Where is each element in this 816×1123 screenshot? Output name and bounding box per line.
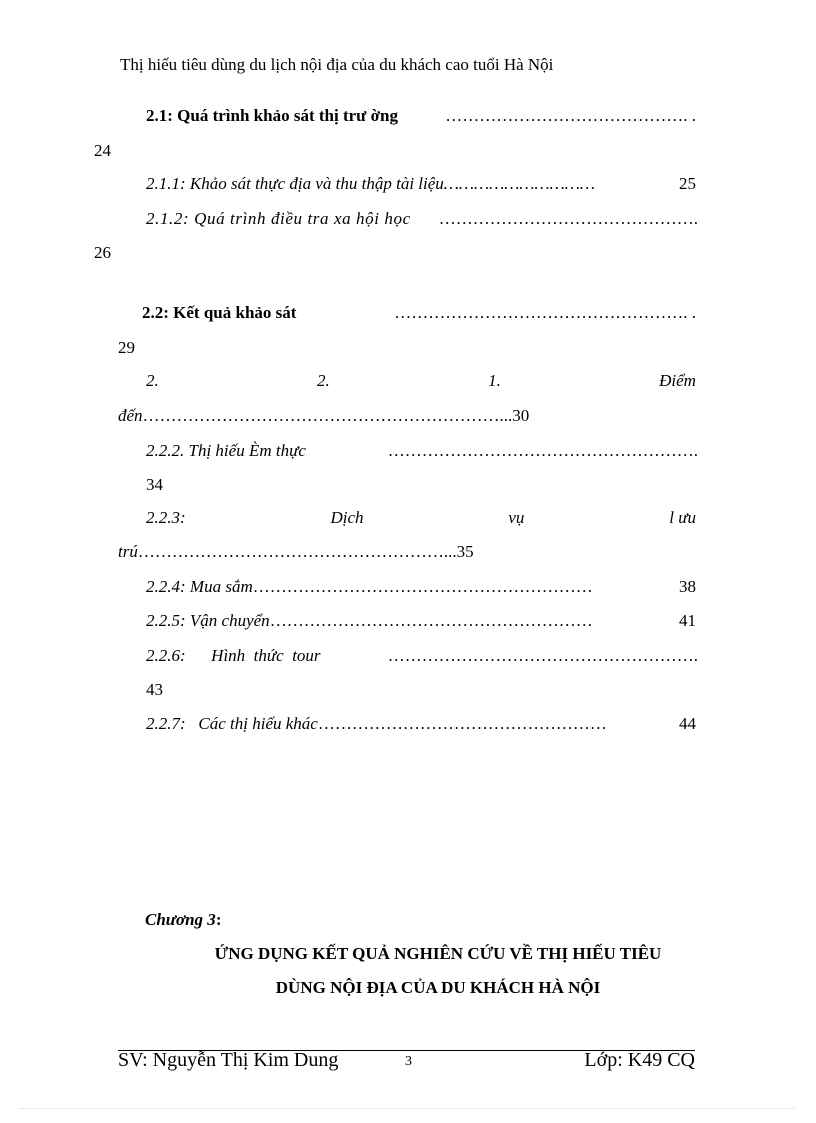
chapter-title-line-1: ỨNG DỤNG KẾT QUẢ NGHIÊN CỨU VỀ THỊ HIẾU TIÊU [214,944,662,963]
toc-label: 2.2.5: Vận chuyển [146,611,270,630]
page-footer [118,1049,695,1075]
toc-entry-2-2-3[interactable] [146,507,696,529]
toc-leader: ………………………… [443,174,595,193]
toc-entry-2-2-6[interactable] [146,645,698,667]
toc-leader: ……………………………………………. . [394,303,696,322]
toc-label: trú [118,542,138,561]
toc-leader: ………………………………………………... [137,542,457,561]
toc-label: 2.2.6: Hình thức tour [146,646,321,665]
toc-leader: ………………………………………………………... [142,406,513,425]
page-bottom-border [20,1108,796,1109]
toc-word: 2. [146,371,159,390]
toc-entry-2-2-5[interactable] [146,610,696,632]
toc-label: 2.2.4: Mua sắm [146,577,253,596]
footer-class: Lớp: K49 CQ [584,1049,695,1071]
toc-page-number: 43 [146,680,163,699]
toc-label: 2.2.2. Thị hiếu Èm thực [146,441,306,460]
toc-label: 2.2: Kết quả khảo sát [142,303,297,322]
toc-entry-2-2-1-cont[interactable] [118,405,529,427]
toc-leader: ………………………………………………. [387,646,698,665]
toc-page-number: 24 [94,141,111,160]
toc-entry-2-2-7[interactable] [146,713,696,735]
toc-label: 2.1.2: Quá trình điều tra xa hội học [146,209,411,228]
toc-word: 2. [317,371,330,390]
running-header: Thị hiếu tiêu dùng du lịch nội địa của du khách cao tuổi Hà Nội [120,55,554,74]
toc-page-number: 25 [679,174,696,193]
toc-leader: …………………………………………………… [252,577,593,596]
footer-student: SV: Nguyễn Thị Kim Dung [118,1049,339,1071]
toc-word: Dịch [330,508,364,527]
toc-page-number: 41 [679,611,696,630]
toc-page-number: 30 [512,406,530,425]
toc-leader: ………………………………………………. [387,441,698,460]
toc-entry-2-1-1[interactable] [146,173,696,195]
toc-entry-2-2-4[interactable] [146,576,696,598]
toc-page-number: 35 [456,542,474,561]
toc-entry-2-1-2[interactable] [146,208,698,230]
toc-label: 2.2.7: Các thị hiếu khác [146,714,318,733]
toc-leader: ……………………………………. . [445,106,696,125]
toc-page-number: 44 [679,714,696,733]
toc-page-number: 29 [118,338,135,357]
toc-label: 2.1.1: Khảo sát thực địa và thu thập tài liệu [146,174,444,193]
toc-label: 2.1: Quá trình khảo sát thị trư ờng [146,106,398,125]
footer-page-number: 3 [405,1054,412,1069]
chapter-colon: : [215,910,222,929]
chapter-label: Chương 3 [145,910,216,929]
toc-entry-2-1[interactable] [146,105,696,127]
toc-leader: ………………………………………………… [269,611,593,630]
toc-page-number: 34 [146,475,163,494]
toc-page-number: 38 [679,577,696,596]
toc-entry-2-2[interactable] [142,302,696,324]
chapter-heading[interactable] [145,909,221,931]
toc-word: l ưu [669,508,696,527]
toc-word: Điểm [659,371,696,390]
toc-word: 2.2.3: [146,508,186,527]
toc-entry-2-2-3-cont[interactable] [118,541,474,563]
toc-leader: …………………………………………… [317,714,607,733]
toc-leader: ………………………………………. [438,209,698,228]
toc-word: 1. [488,371,501,390]
chapter-title-line-2: DÙNG NỘI ĐỊA CỦA DU KHÁCH HÀ NỘI [275,978,601,997]
toc-page-number: 26 [94,243,111,262]
toc-label: đến [118,406,143,425]
toc-word: vụ [508,508,525,527]
toc-entry-2-2-2[interactable] [146,440,698,462]
toc-entry-2-2-1[interactable] [146,370,696,392]
